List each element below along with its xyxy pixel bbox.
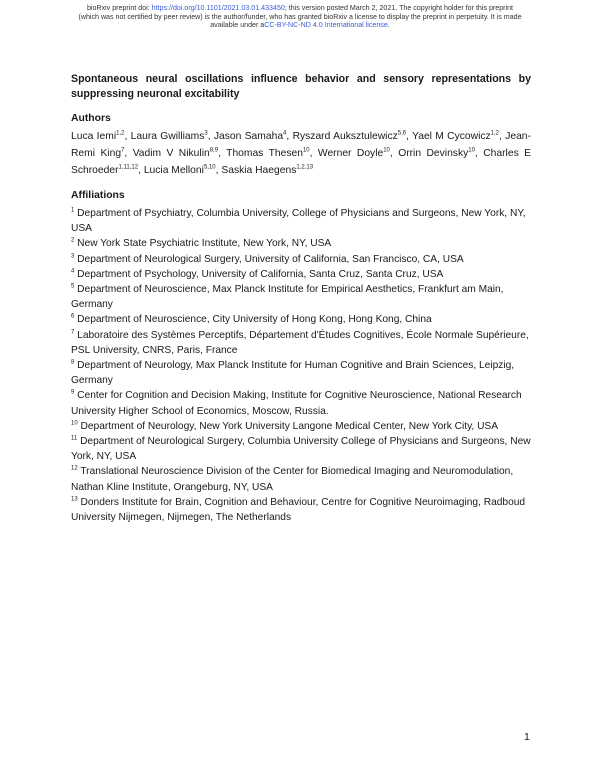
- affiliation-item: [71, 388, 533, 418]
- affiliation-number: 11: [71, 435, 78, 442]
- affiliation-item: [71, 252, 533, 267]
- affiliation-item: [71, 282, 533, 312]
- author-list: Luca Iemi$^{1,2}$, Laura Gwilliams$^3$, Jason Samaha$^4$, Ryszard Auksztulewicz$^{5,6}$, Yael M Cycowicz$^{1,2}$, Jean-Remi King$^7$, Vadim V Nikulin$^{8,9}$, Thomas Thesen$^{10}$, Werner Doyle$^{10}$, Orrin Devinsky$^{10}$, Charles E Schroeder$^{1,11,12}$, Lucia Melloni$^{5,10}$, Saskia Haegens$^{1,2,13}$: [71, 130, 531, 176]
- affiliation-number: 2: [71, 238, 75, 245]
- affiliation-item: [71, 464, 533, 494]
- affiliation-text: Department of Psychiatry, Columbia University, College of Physicians and Surgeons, New York, NY, USA: [71, 208, 526, 235]
- author-affiliation-marker: 1,2: [116, 130, 125, 137]
- affiliation-text: Department of Neurology, Max Planck Institute for Human Cognitive and Brain Sciences, Leipzig, Germany: [71, 360, 515, 387]
- author-affiliation-marker: 1,11,12: [118, 164, 139, 171]
- affiliation-item: [71, 434, 533, 464]
- author-entry: [71, 131, 124, 142]
- license-link[interactable]: CC-BY-NC-ND 4.0 International license: [264, 21, 388, 30]
- author-name: Saskia Haegens: [221, 165, 297, 176]
- affiliation-text: Department of Neurology, New York University Langone Medical Center, New York City, USA: [77, 420, 499, 432]
- header-text: bioRxiv preprint doi:: [86, 4, 152, 12]
- author-name: Jean-Remi King: [71, 131, 531, 159]
- affiliation-text: Donders Institute for Brain, Cognition and Behaviour, Centre for Cognitive Neuroimaging, Radboud University Nijmegen, Nijmegen, The Netherlands: [71, 496, 526, 524]
- affiliation-item: [71, 328, 533, 358]
- affiliation-text: Laboratoire des Systèmes Perceptifs, Département d'Études Cognitives, École Normale Supérieure, PSL University, CNRS, Paris, France: [71, 329, 529, 356]
- affiliation-number: 3: [71, 253, 75, 260]
- affiliation-number: 4: [71, 268, 75, 275]
- header-text: available under a: [210, 21, 265, 30]
- affiliation-item: [71, 206, 533, 236]
- affiliation-number: 1: [71, 207, 75, 214]
- affiliation-item: [71, 358, 533, 388]
- header-text: .: [387, 21, 390, 30]
- affiliations-heading: Affiliations: [71, 190, 125, 201]
- author-entry: [133, 148, 218, 159]
- author-affiliation-marker: 4: [283, 130, 287, 137]
- author-entry: [131, 131, 208, 142]
- author-entry: [221, 165, 313, 176]
- affiliation-text: Department of Psychology, University of California, Santa Cruz, Santa Cruz, USA: [74, 268, 444, 280]
- affiliation-number: 7: [71, 329, 75, 336]
- author-name: Yael M Cycowicz: [412, 131, 491, 142]
- author-entry: [318, 148, 390, 159]
- paper-title: Spontaneous neural oscillations influence behavior and sensory representations by suppressing neuronal excitability: [71, 73, 531, 100]
- author-affiliation-marker: 10: [383, 147, 390, 154]
- affiliation-text: Translational Neuroscience Division of the Center for Biomedical Imaging and Neuromodulation, Nathan Kline Institute, Orangeburg, NY, USA: [71, 466, 514, 493]
- affiliation-text: Department of Neuroscience, City University of Hong Kong, Hong Kong, China: [74, 314, 432, 326]
- affiliation-item: [71, 419, 533, 434]
- author-affiliation-marker: 8,9: [209, 147, 219, 154]
- affiliation-text: Center for Cognition and Decision Making, Institute for Cognitive Neuroscience, National Research University Higher School of Economics, Moscow, Russia.: [71, 390, 522, 417]
- header-text: ; this version posted March 2, 2021. The copyright holder for this preprint: [284, 4, 514, 12]
- author-affiliation-marker: 10: [468, 147, 475, 154]
- author-name: Laura Gwilliams: [130, 131, 205, 142]
- preprint-header: [40, 4, 560, 30]
- page-number: 1: [524, 731, 530, 743]
- affiliation-text: Department of Neuroscience, Max Planck Institute for Empirical Aesthetics, Frankfurt am Main, Germany: [71, 284, 504, 311]
- author-name: Charles E Schroeder: [71, 148, 531, 176]
- affiliation-text: Department of Neurological Surgery, Columbia University College of Physicians and Surgeons, New York, NY, USA: [71, 436, 531, 463]
- affiliation-number: 5: [71, 283, 75, 290]
- author-affiliation-marker: 7: [121, 147, 125, 154]
- author-name: Werner Doyle: [317, 148, 384, 159]
- author-affiliation-marker: 3: [204, 130, 208, 137]
- author-entry: [226, 148, 309, 159]
- author-name: Vadim V Nikulin: [132, 148, 210, 159]
- author-name: Thomas Thesen: [226, 148, 303, 159]
- author-name: Lucia Melloni: [143, 165, 204, 176]
- author-entry: [412, 131, 499, 142]
- affiliation-number: 10: [71, 420, 78, 427]
- author-affiliation-marker: 10: [302, 147, 310, 154]
- author-affiliation-marker: 5,10: [203, 164, 216, 171]
- affiliation-item: [71, 495, 533, 525]
- affiliation-item: [71, 236, 533, 251]
- affiliation-list: [71, 206, 533, 525]
- author-name: Ryszard Auksztulewicz: [292, 131, 398, 142]
- author-entry: [144, 165, 216, 176]
- affiliation-item: [71, 312, 533, 327]
- author-name: Jason Samaha: [213, 131, 284, 142]
- affiliation-number: 9: [71, 390, 75, 397]
- author-affiliation-marker: 1,2,13: [296, 164, 314, 171]
- affiliation-text: Department of Neurological Surgery, University of California, San Francisco, CA, USA: [74, 253, 464, 265]
- affiliation-number: 12: [71, 466, 78, 473]
- author-name: Luca Iemi: [71, 131, 117, 142]
- affiliation-number: 8: [71, 359, 75, 366]
- author-entry: [398, 148, 475, 159]
- doi-link[interactable]: https://doi.org/10.1101/2021.03.01.433450: [151, 4, 285, 12]
- author-name: Orrin Devinsky: [398, 148, 469, 159]
- affiliation-number: 6: [71, 314, 75, 321]
- author-entry: [293, 131, 407, 142]
- affiliation-number: 13: [71, 496, 78, 503]
- header-text: (which was not certified by peer review) is the author/funder, who has granted bioRxiv a license to display the preprint in perpetuity. It is made: [78, 12, 522, 21]
- authors-heading: Authors: [71, 113, 111, 124]
- author-affiliation-marker: 1,2: [490, 130, 499, 137]
- affiliation-text: New York State Psychiatric Institute, New York, NY, USA: [74, 238, 332, 250]
- author-affiliation-marker: 5,6: [397, 130, 407, 137]
- author-entry: [214, 131, 287, 142]
- affiliation-item: [71, 267, 533, 282]
